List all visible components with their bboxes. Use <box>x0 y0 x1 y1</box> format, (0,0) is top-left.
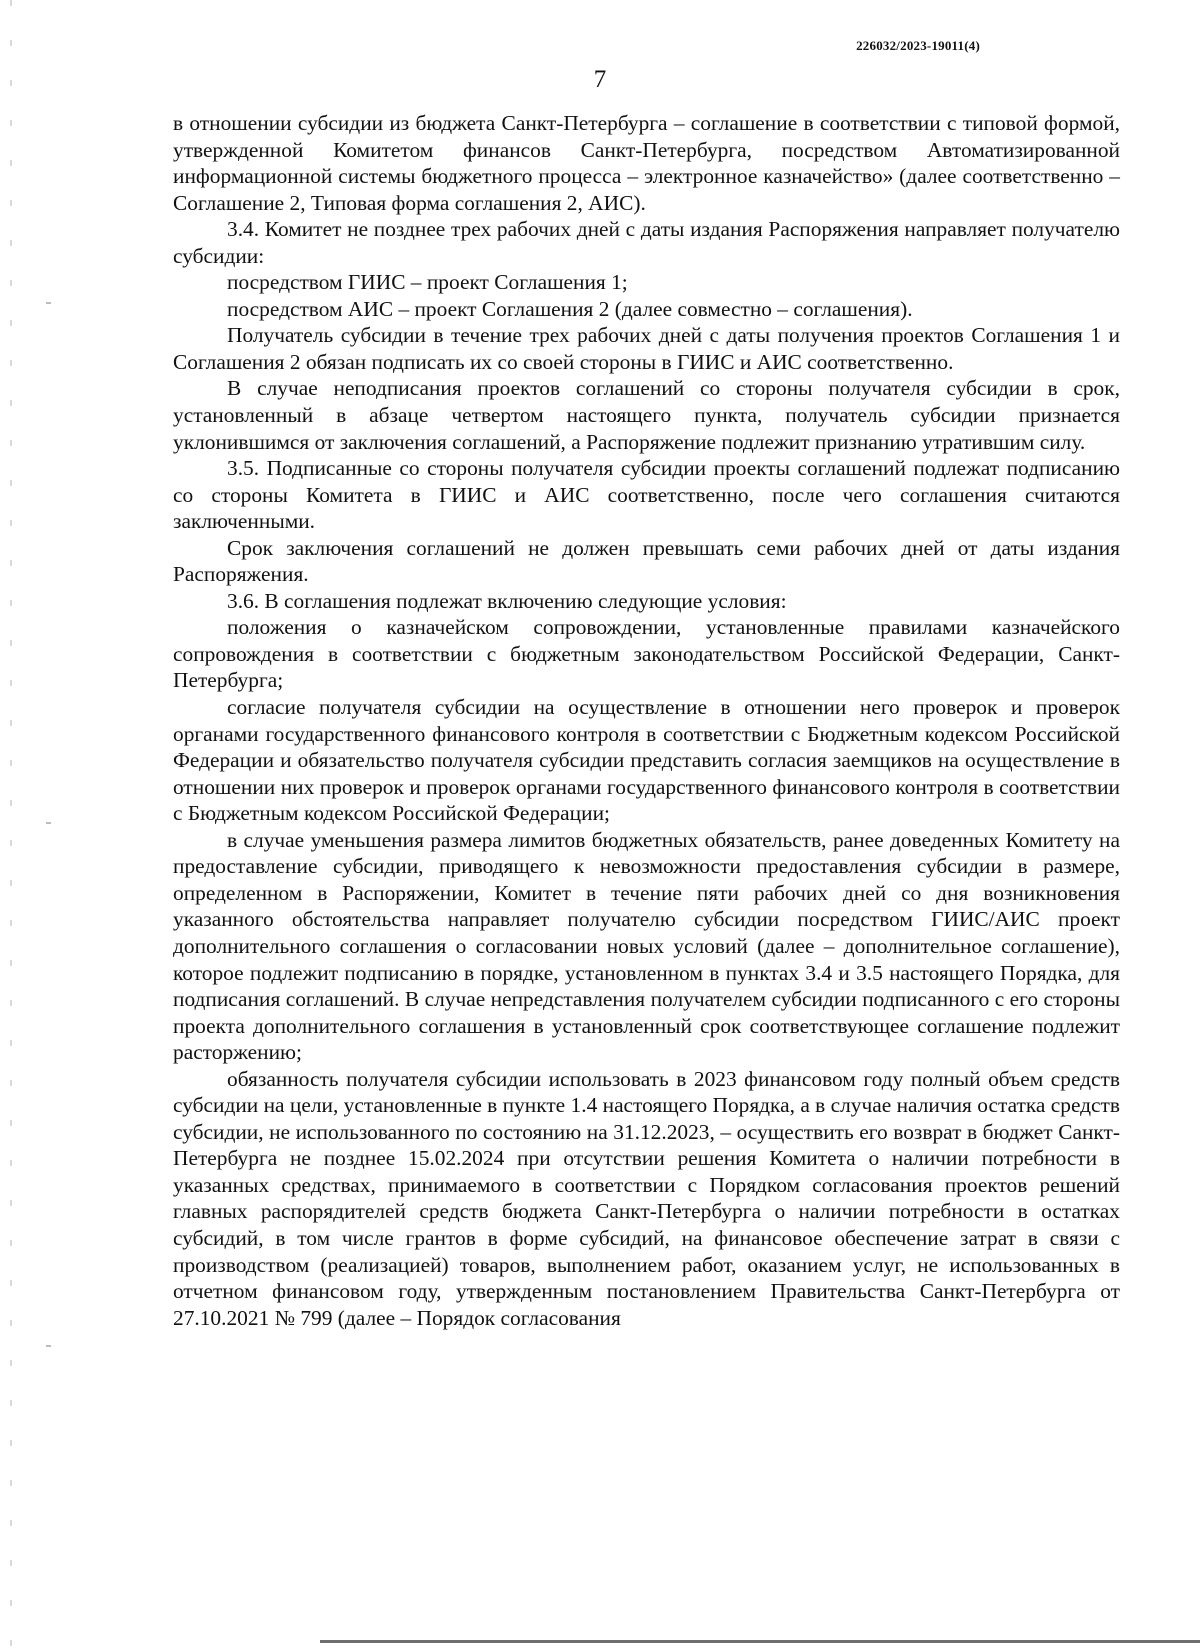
paragraph-conclusion-term: Срок заключения соглашений не должен превышать семи рабочих дней от даты издания Распоряжения. <box>173 535 1120 587</box>
page-number: 7 <box>593 66 607 93</box>
paragraph-continuation: в отношении субсидии из бюджета Санкт-Петербурга – соглашение в соответствии с типовой формой, утвержденной Комитетом финансов Санкт-Петербурга, посредством Автоматизированной информационной системы бюджетного процесса – электронное казначейство» (далее соответственно – Соглашение 2, Типовая форма соглашения 2, АИС). <box>173 111 1120 215</box>
paragraph-audit-consent: согласие получателя субсидии на осуществление в отношении него проверок и проверок органами государственного финансового контроля в соответствии с Бюджетным кодексом Российской Федерации и обязательство получателя субсидии представить согласия заемщиков на осуществление в отношении них проверок и проверок органами государственного финансового контроля в соответствии с Бюджетным кодексом Российской Федерации; <box>173 695 1120 826</box>
paragraph-clause-3-6: 3.6. В соглашения подлежат включению следующие условия: <box>227 588 787 613</box>
scan-mark <box>46 302 51 304</box>
paragraph-ais-project: посредством АИС – проект Соглашения 2 (далее совместно – соглашения). <box>227 296 913 321</box>
scan-bottom-edge <box>320 1640 1200 1643</box>
paragraph-giis-project: посредством ГИИС – проект Соглашения 1; <box>227 270 628 295</box>
document-registration-number: 226032/2023-19011(4) <box>856 38 980 53</box>
scan-margin-artifact <box>10 0 12 1652</box>
paragraph-clause-3-5: 3.5. Подписанные со стороны получателя субсидии проекты соглашений подлежат подписанию со стороны Комитета в ГИИС и АИС соответственно, после чего соглашения считаются заключенными. <box>173 456 1120 534</box>
paragraph-non-signing: В случае неподписания проектов соглашений со стороны получателя субсидии в срок, установленный в абзаце четвертом настоящего пункта, получатель субсидии признается уклонившимся от заключения соглашений, а Распоряжение подлежит признанию утратившим силу. <box>173 376 1120 454</box>
paragraph-limits-reduction: в случае уменьшения размера лимитов бюджетных обязательств, ранее доведенных Комитету на предоставление субсидии, приводящего к невозможности предоставления субсидии в размере, определенном в Распоряжении, Комитет в течение пяти рабочих дней со дня возникновения указанного обстоятельства направляет получателю субсидии посредством ГИИС/АИС проект дополнительного соглашения о согласовании новых условий (далее – дополнительное соглашение), которое подлежит подписанию в порядке, установленном в пунктах 3.4 и 3.5 настоящего Порядка, для подписания соглашений. В случае непредставления получателем субсидии подписанного с его стороны проекта дополнительного соглашения в установленный срок соответствующее соглашение подлежит расторжению; <box>173 827 1120 1065</box>
document-body <box>173 110 1120 1331</box>
scan-mark <box>46 822 51 824</box>
paragraph-usage-obligation: обязанность получателя субсидии использовать в 2023 финансовом году полный объем средств субсидии на цели, установленные в пункте 1.4 настоящего Порядка, а в случае наличия остатка средств субсидии, не использованного по состоянию на 31.12.2023, – осуществить его возврат в бюджет Санкт-Петербурга не позднее 15.02.2024 при отсутствии решения Комитета о наличии потребности в указанных средствах, принимаемого в соответствии с Порядком согласования проектов решений главных распорядителей средств бюджета Санкт-Петербурга о наличии потребности в остатках субсидий, в том числе грантов в форме субсидий, на финансовое обеспечение затрат в связи с производством (реализацией) товаров, выполнением работ, оказанием услуг, не использованных в отчетном финансовом году, утвержденным постановлением Правительства Санкт-Петербурга от 27.10.2021 № 799 (далее – Порядок согласования <box>173 1066 1120 1330</box>
scan-mark <box>46 1345 51 1347</box>
paragraph-signing-deadline: Получатель субсидии в течение трех рабочих дней с даты получения проектов Соглашения 1 и Соглашения 2 обязан подписать их со своей стороны в ГИИС и АИС соответственно. <box>173 323 1120 374</box>
paragraph-clause-3-4: 3.4. Комитет не позднее трех рабочих дней с даты издания Распоряжения направляет получателю субсидии: <box>173 217 1120 268</box>
paragraph-treasury-support: положения о казначейском сопровождении, установленные правилами казначейского сопровождения в соответствии с бюджетным законодательством Российской Федерации, Санкт-Петербурга; <box>173 615 1120 693</box>
